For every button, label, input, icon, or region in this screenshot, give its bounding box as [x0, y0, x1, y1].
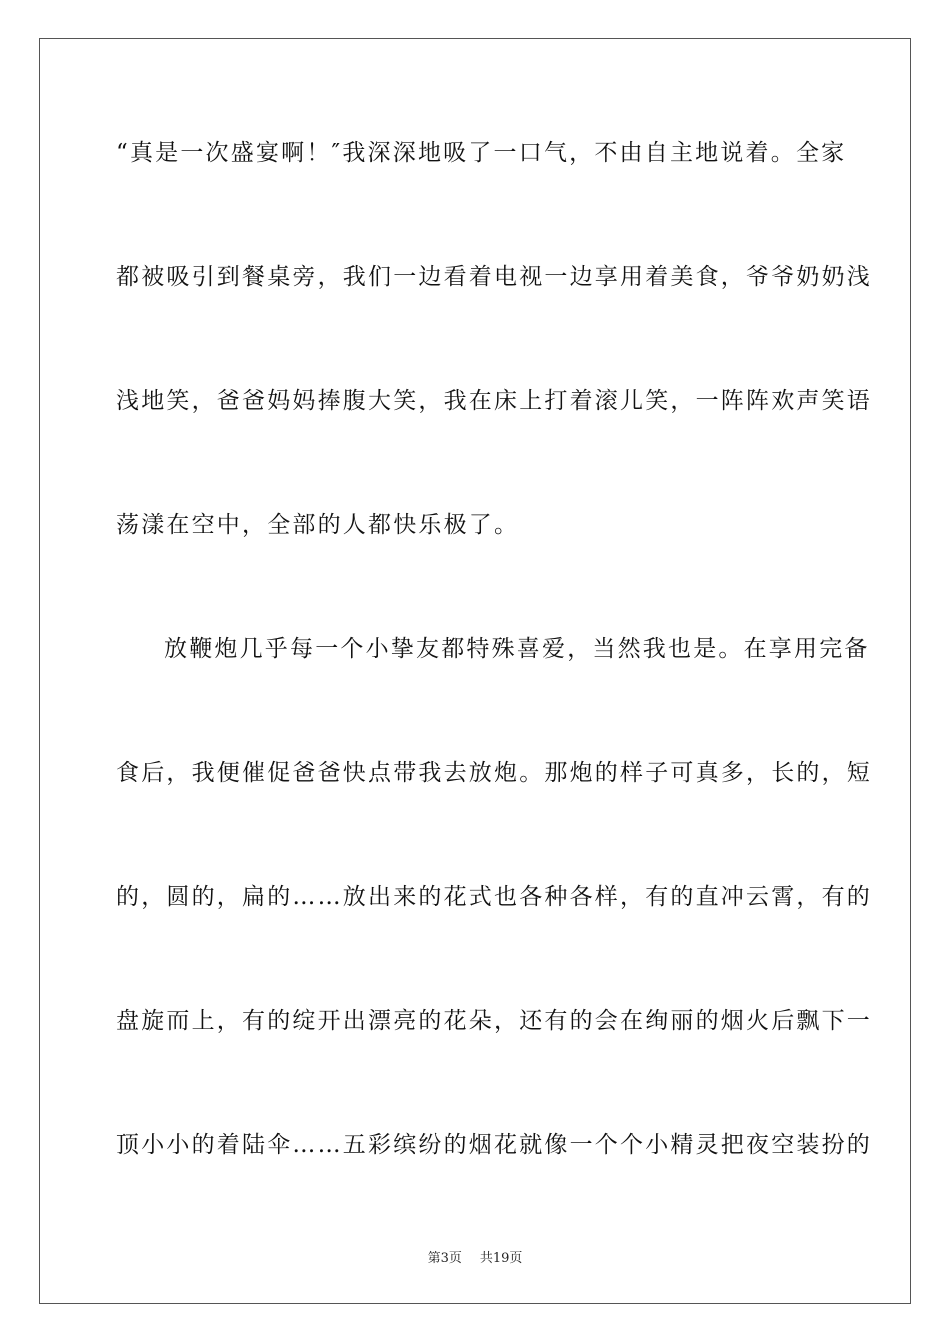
- page-number: 第3页: [427, 1251, 462, 1266]
- page-footer: [0, 1247, 950, 1266]
- text-line: 都被吸引到餐桌旁，我们一边看着电视一边享用着美食，爷爷奶奶浅: [116, 264, 872, 290]
- paragraph-first-line: 放鞭炮几乎每一个小挚友都特殊喜爱，当然我也是。在享用完备: [164, 636, 870, 662]
- text-line: 食后，我便催促爸爸快点带我去放炮。那炮的样子可真多，长的，短: [116, 760, 872, 786]
- text-line: 顶小小的着陆伞……五彩缤纷的烟花就像一个个小精灵把夜空装扮的: [116, 1132, 872, 1158]
- text-line: “真是一次盛宴啊！″我深深地吸了一口气，不由自主地说着。全家: [116, 140, 847, 166]
- page-total: 共19页: [479, 1251, 523, 1266]
- text-line: 浅地笑，爸爸妈妈捧腹大笑，我在床上打着滚儿笑，一阵阵欢声笑语: [116, 388, 872, 414]
- text-line: 的，圆的，扁的……放出来的花式也各种各样，有的直冲云霄，有的: [116, 884, 872, 910]
- text-line: 荡漾在空中，全部的人都快乐极了。: [116, 512, 520, 538]
- text-line: 盘旋而上，有的绽开出漂亮的花朵，还有的会在绚丽的烟火后飘下一: [116, 1008, 872, 1034]
- body-text: [116, 131, 872, 1247]
